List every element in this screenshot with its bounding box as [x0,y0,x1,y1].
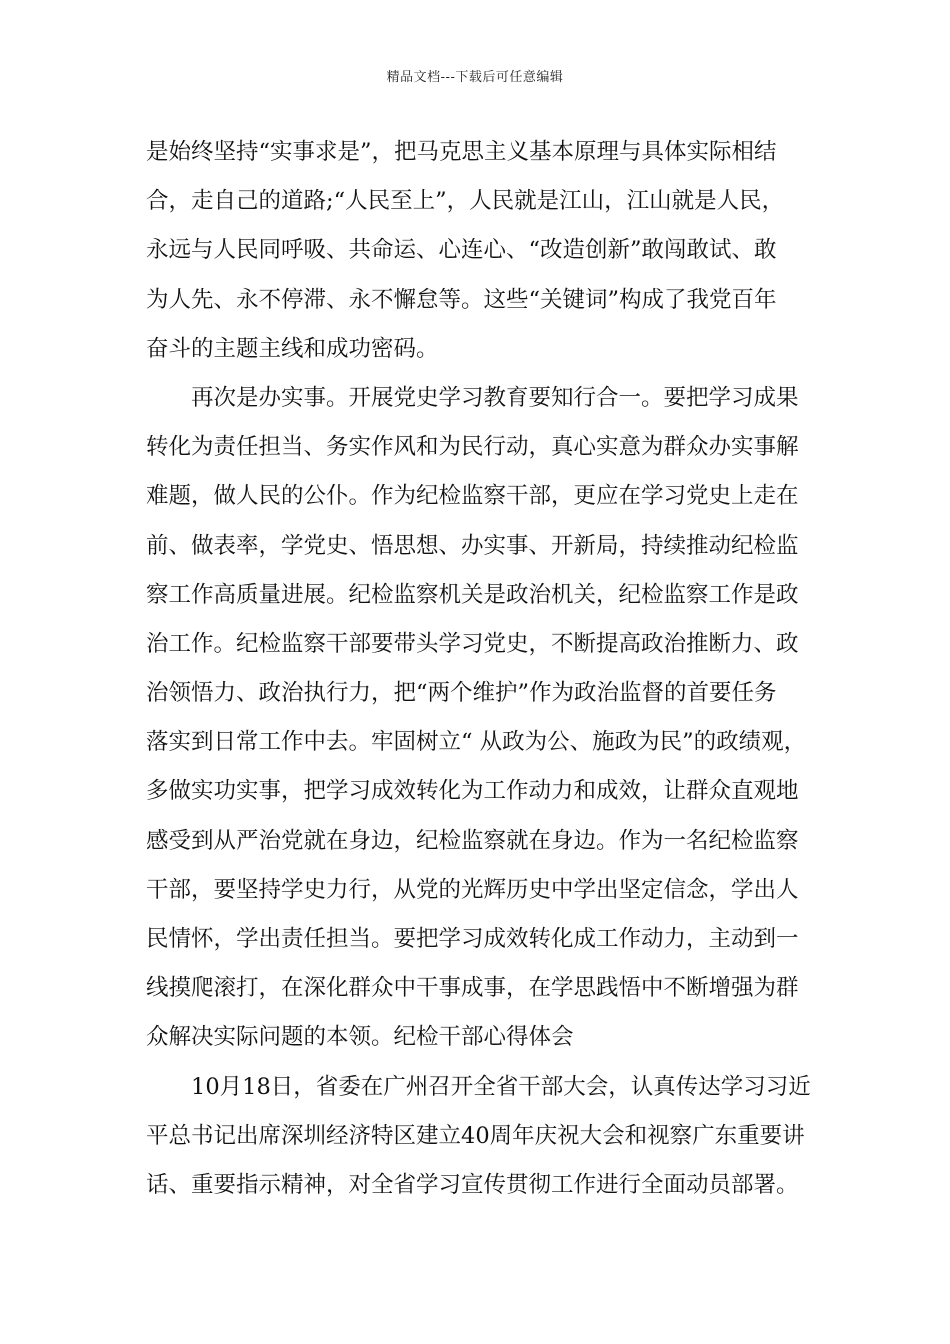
text-line: 前、做表率，学党史、悟思想、办实事、开新局，持续推动纪检监 [146,532,799,559]
text-line: 多做实功实事，把学习成效转化为工作动力和成效，让群众直观地 [146,778,799,805]
text-line: 干部，要坚持学史力行，从党的光辉历史中学出坚定信念，学出人 [146,876,799,903]
document-body [146,132,826,1214]
text-line: 为人先、永不停滞、永不懈怠等。这些“关键词”构成了我党百年 [146,286,777,313]
text-line: 转化为责任担当、务实作风和为民行动，真心实意为群众办实事解 [146,434,799,461]
text-line: 平总书记出席深圳经济特区建立40周年庆祝大会和视察广东重要讲 [146,1122,805,1149]
text-line: 线摸爬滚打，在深化群众中干事成事，在学思践悟中不断增强为群 [146,975,799,1002]
text-line: 感受到从严治党就在身边，纪检监察就在身边。作为一名纪检监察 [146,827,799,854]
page-header: 精品文档---下载后可任意编辑 [386,70,564,85]
text-line: 永远与人民同呼吸、共命运、心连心、“改造创新”敢闯敢试、敢 [146,237,777,264]
text-line: 察工作高质量进展。纪检监察机关是政治机关，纪检监察工作是政 [146,581,799,608]
text-line: 治工作。纪检监察干部要带头学习党史，不断提高政治推断力、政 [146,630,799,657]
paragraph-start-line: 10月18日，省委在广州召开全省干部大会，认真传达学习习近 [191,1073,811,1100]
text-line: 难题，做人民的公仆。作为纪检监察干部，更应在学习党史上走在 [146,483,799,510]
text-line: 治领悟力、政治执行力，把“两个维护”作为政治监督的首要任务 [146,680,777,707]
text-line: 是始终坚持“实事求是”，把马克思主义基本原理与具体实际相结 [146,139,777,165]
text-line: 民情怀，学出责任担当。要把学习成效转化成工作动力，主动到一 [146,926,799,952]
text-line: 众解决实际问题的本领。纪检干部心得体会 [146,1024,574,1051]
text-line: 合，走自己的道路;“人民至上”，人民就是江山，江山就是人民， [146,188,785,215]
text-line: 落实到日常工作中去。牢固树立“ 从政为公、施政为民”的政绩观， [146,729,807,756]
text-line: 奋斗的主题主线和成功密码。 [146,335,439,362]
text-line: 话、重要指示精神，对全省学习宣传贯彻工作进行全面动员部署。 [146,1171,799,1198]
paragraph-start-line: 再次是办实事。开展党史学习教育要知行合一。要把学习成果 [191,384,799,411]
